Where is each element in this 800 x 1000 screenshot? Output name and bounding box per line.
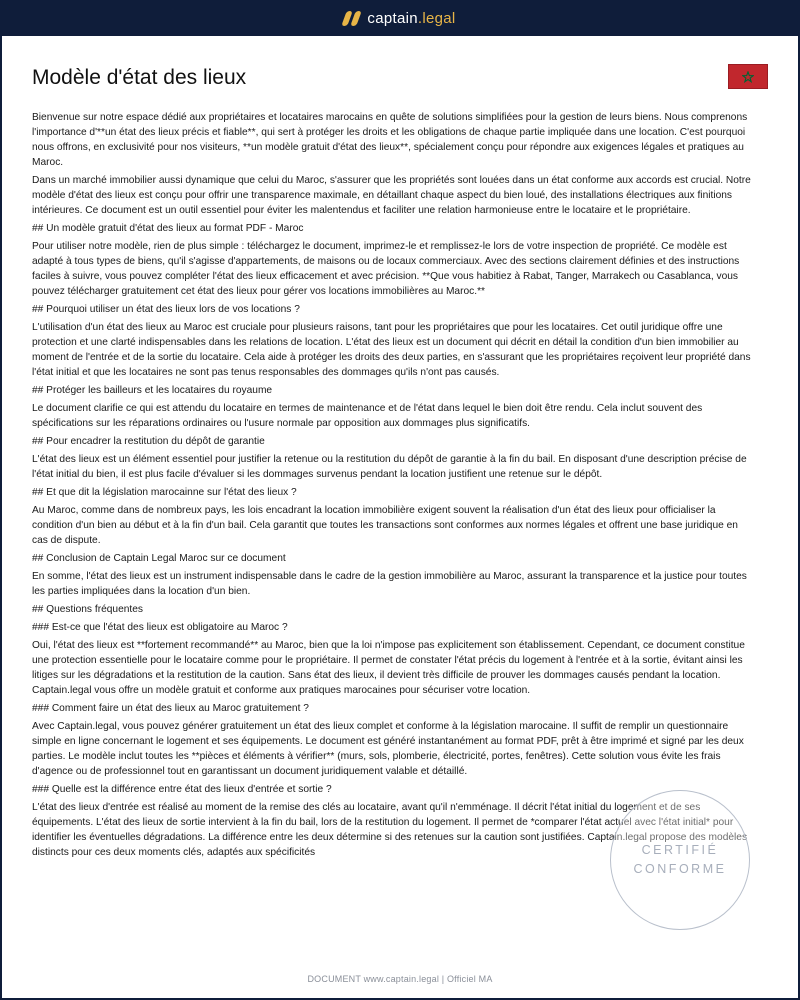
section-heading: ### Est-ce que l'état des lieux est obligatoire au Maroc ? <box>32 622 288 633</box>
stamp-line-2: CONFORME <box>633 862 727 876</box>
brand-name[interactable] <box>367 10 455 27</box>
section-heading: ## Et que dit la législation marocainne sur l'état des lieux ? <box>32 487 297 498</box>
top-bar <box>0 0 800 36</box>
paragraph: L'état des lieux d'entrée est réalisé au moment de la remise des clés au locataire, avant qu'il n'emménage. Il décrit l'état initial du logement et de ses équipements. L'état des lieux de sortie intervient à la fin du bail, lors de la restitution du logement. Il permet de *comparer l'état actuel avec l'état initial* pour identifier les éventuelles dégradations. La différence entre les deux détermine si des retenues sur la caution sont justifiées. Captain.legal propose des modèles distincts pour ces deux moments clés, adaptés aux spécificités <box>32 802 748 858</box>
page-title: Modèle d'état des lieux <box>32 66 247 89</box>
section-heading: ## Pourquoi utiliser un état des lieux lors de vos locations ? <box>32 304 300 315</box>
captain-legal-logo-icon <box>344 11 359 26</box>
footer: DOCUMENT www.captain.legal | Officiel MA <box>307 974 493 984</box>
section-heading: ## Pour encadrer la restitution du dépôt de garantie <box>32 436 265 447</box>
paragraph: L'état des lieux est un élément essentiel pour justifier la retenue ou la restitution du dépôt de garantie à la fin du bail. En disposant d'une description précise de l'état initial du bien, il est plus facile d'évaluer si les dommages survenus pendant la location justifient une retenue sur le dépôt. <box>32 454 747 480</box>
morocco-flag-icon <box>728 64 768 89</box>
paragraph: En somme, l'état des lieux est un instrument indispensable dans le cadre de la gestion immobilière au Maroc, assurant la transparence et la justice pour toutes les parties impliquées dans la location d'un bien. <box>32 571 747 597</box>
section-heading: ### Comment faire un état des lieux au Maroc gratuitement ? <box>32 703 309 714</box>
section-heading: ## Questions fréquentes <box>32 604 144 615</box>
star-icon <box>742 71 754 83</box>
paragraph: Bienvenue sur notre espace dédié aux propriétaires et locataires marocains en quête de solutions simplifiées pour la gestion de leurs biens. Nous comprenons l'importance d'**un état des lieux précis et fiable**, qui sert à protéger les droits et les obligations de chaque partie impliquée dans une location. C'est pourquoi nous offrons, en exclusivité pour nos visiteurs, **un modèle gratuit d'état des lieux**, spécialement conçu pour répondre aux exigences légales et pratiques au Maroc. <box>32 112 748 168</box>
section-heading: ## Un modèle gratuit d'état des lieux au format PDF - Maroc <box>32 223 304 234</box>
section-heading: ## Conclusion de Captain Legal Maroc sur ce document <box>32 553 286 564</box>
stamp-line-1: CERTIFIÉ <box>641 843 719 857</box>
paragraph: L'utilisation d'un état des lieux au Maroc est cruciale pour plusieurs raisons, tant pour les propriétaires que pour les locataires. Cet outil juridique offre une protection et une clarté indispensables dans les relations de location. L'état des lieux est un document qui décrit en détail la condition d'un bien immobilier au moment de l'entrée et de la sortie du locataire. Cela aide à protéger les droits des deux parties, en s'assurant que les propriétaires reçoivent leur propriété dans l'état initial et que les locataires ne sont pas tenus responsables des dommages qu'ils n'ont pas causés. <box>32 322 751 378</box>
brand-name-accent: .legal <box>417 9 456 27</box>
section-heading: ## Protéger les bailleurs et les locataires du royaume <box>32 385 273 396</box>
section-heading: ### Quelle est la différence entre état des lieux d'entrée et sortie ? <box>32 784 332 795</box>
paragraph: Le document clarifie ce qui est attendu du locataire en termes de maintenance et de l'état dans lequel le bien doit être rendu. Cela inclut souvent des spécifications sur les réparations ordinaires ou l'usure normale par opposition aux dommages plus significatifs. <box>32 403 703 429</box>
document-sheet <box>2 36 798 998</box>
paragraph: Oui, l'état des lieux est **fortement recommandé** au Maroc, bien que la loi n'impose pas explicitement son établissement. Cependant, ce document constitue une protection essentielle pour le locataire comme pour le propriétaire. Il permet de constater l'état précis du logement à l'entrée et à la sortie, évitant ainsi les litiges sur les dégradations et la restitution de la caution. Sans état des lieux, il devient très difficile de prouver les dommages causés pendant la location. Captain.legal vous offre un modèle gratuit et conforme aux pratiques marocaines pour sécuriser votre location. <box>32 640 745 696</box>
paragraph: Pour utiliser notre modèle, rien de plus simple : téléchargez le document, imprimez-le et remplissez-le lors de votre inspection de propriété. Ce modèle est adapté à tous types de biens, qu'il s'agisse d'appartements, de maisons ou de locaux commerciaux. Avec des sections clairement définies et des instructions faciles à suivre, vous pouvez compléter l'état des lieux efficacement et avec précision. **Que vous habitiez à Rabat, Tanger, Marrakech ou Casablanca, vous pouvez télécharger gratuitement cet état des lieux pour gérer vos locations immobilières au Maroc.** <box>32 241 740 297</box>
certified-stamp <box>610 790 750 930</box>
paragraph: Avec Captain.legal, vous pouvez générer gratuitement un état des lieux complet et conforme à la législation marocaine. Il suffit de remplir un questionnaire simple en ligne concernant le logement et ses équipements. Le document est généré instantanément au format PDF, prêt à être imprimé et signé par les deux parties. Le modèle inclut toutes les **pièces et éléments à vérifier** (murs, sols, plomberie, électricité, portes, fenêtres). Cette solution vous évite les frais d'agence ou de professionnel tout en garantissant un document juridiquement valable et détaillé. <box>32 721 744 777</box>
paragraph: Au Maroc, comme dans de nombreux pays, les lois encadrant la location immobilière exigent souvent la réalisation d'un état des lieux pour officialiser la condition d'un bien au début et à la fin d'un bail. Cela garantit que toutes les transactions sont conformes aux normes légales et offrent une base juridique en cas de dispute. <box>32 505 738 546</box>
paragraph: Dans un marché immobilier aussi dynamique que celui du Maroc, s'assurer que les propriétés sont louées dans un état conforme aux accords est crucial. Notre modèle d'état des lieux est conçu pour offrir une transparence maximale, en détaillant chaque aspect du bien loué, des installations électriques aux finitions intérieures. Ce document est un outil essentiel pour éviter les malentendus et faciliter une relation harmonieuse entre le locataire et le propriétaire. <box>32 175 751 216</box>
brand-name-main: captain <box>367 9 418 27</box>
